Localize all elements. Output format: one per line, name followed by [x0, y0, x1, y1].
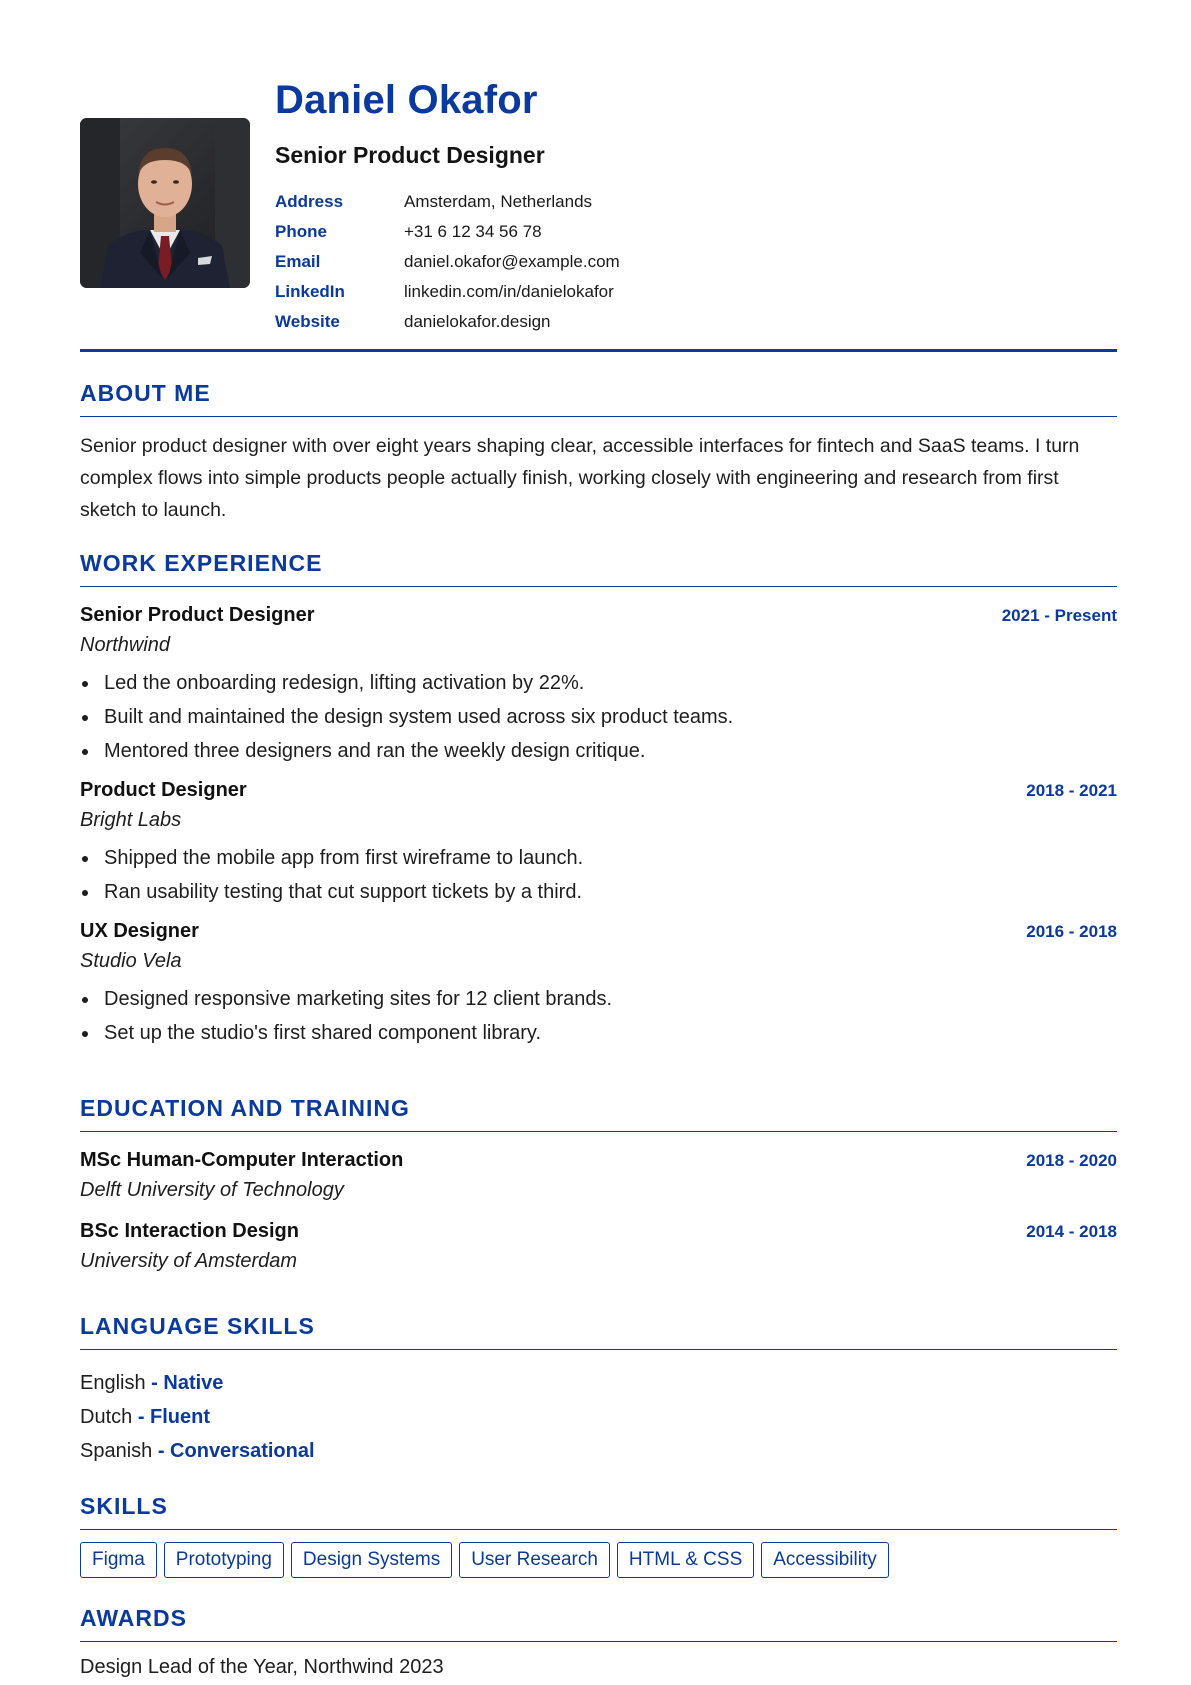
- contact-label: Website: [275, 312, 340, 331]
- skill-tag: Design Systems: [291, 1542, 452, 1578]
- job-role: UX Designer: [80, 920, 199, 942]
- language-name: Dutch: [80, 1406, 133, 1428]
- job-bullets: [80, 841, 1117, 909]
- contact-row-address: [275, 187, 620, 217]
- contact-value: linkedin.com/in/danielokafor: [404, 282, 614, 301]
- about-section: [80, 380, 1117, 526]
- resume-page: [80, 0, 1117, 1678]
- section-heading: LANGUAGE SKILLS: [80, 1313, 1117, 1350]
- profile-photo: [80, 118, 250, 288]
- contact-value: Amsterdam, Netherlands: [404, 192, 593, 211]
- skill-tag: HTML & CSS: [617, 1542, 754, 1578]
- section-heading: ABOUT ME: [80, 380, 1117, 417]
- language-level: - Conversational: [157, 1440, 315, 1462]
- job-bullets: [80, 666, 1117, 768]
- education-section: [80, 1095, 1117, 1273]
- job-role: Senior Product Designer: [80, 604, 315, 626]
- work-section: [80, 550, 1117, 1050]
- header-divider: [80, 349, 1117, 352]
- about-text: Senior product designer with over eight years shaping clear, accessible interfaces for fintech and SaaS teams. I turn complex flows into simple products people actually finish, working closely with engineering and research from first sketch to launch.: [80, 435, 1080, 521]
- skill-tags: [80, 1542, 1117, 1578]
- job-entry: [80, 779, 1117, 909]
- skills-section: [80, 1493, 1117, 1578]
- language-item: [80, 1400, 1117, 1434]
- education-header: [80, 1220, 1117, 1243]
- job-date: 2016 - 2018: [1026, 922, 1117, 941]
- job-bullet: Shipped the mobile app from first wireframe to launch.: [80, 841, 1117, 875]
- award-item: Design Lead of the Year, Northwind 2023: [80, 1656, 444, 1678]
- contact-row-phone: [275, 217, 620, 247]
- job-bullet: Ran usability testing that cut support tickets by a third.: [80, 875, 1117, 909]
- job-header: [80, 920, 1117, 943]
- education-header: [80, 1149, 1117, 1172]
- job-bullet: Designed responsive marketing sites for 12 client brands.: [80, 982, 1117, 1016]
- language-name: Spanish: [80, 1440, 153, 1462]
- contact-value: +31 6 12 34 56 78: [404, 222, 542, 241]
- job-bullet: Built and maintained the design system used across six product teams.: [80, 700, 1117, 734]
- skill-tag: Accessibility: [761, 1542, 888, 1578]
- skill-tag: Figma: [80, 1542, 157, 1578]
- section-heading: AWARDS: [80, 1605, 1117, 1642]
- skill-tag: User Research: [459, 1542, 610, 1578]
- language-item: [80, 1434, 1117, 1468]
- job-entry: [80, 920, 1117, 1050]
- job-bullet: Mentored three designers and ran the weekly design critique.: [80, 734, 1117, 768]
- language-level: - Native: [151, 1372, 224, 1394]
- job-company: Studio Vela: [80, 950, 182, 972]
- skill-tag: Prototyping: [164, 1542, 284, 1578]
- education-date: 2018 - 2020: [1026, 1151, 1117, 1170]
- school-name: University of Amsterdam: [80, 1250, 298, 1272]
- job-date: 2021 - Present: [1001, 606, 1117, 625]
- job-entry: [80, 604, 1117, 768]
- contact-row-linkedin: [275, 277, 620, 307]
- school-name: Delft University of Technology: [80, 1179, 344, 1201]
- contact-label: Phone: [275, 222, 327, 241]
- job-bullets: [80, 982, 1117, 1050]
- job-company: Northwind: [80, 634, 171, 656]
- section-heading: EDUCATION AND TRAINING: [80, 1095, 1117, 1132]
- job-header: [80, 604, 1117, 627]
- language-level: - Fluent: [137, 1406, 211, 1428]
- contact-value: daniel.okafor@example.com: [404, 252, 620, 271]
- language-section: [80, 1313, 1117, 1468]
- section-heading: WORK EXPERIENCE: [80, 550, 1117, 587]
- contact-row-email: [275, 247, 620, 277]
- job-role: Product Designer: [80, 779, 247, 801]
- education-entry: [80, 1220, 1117, 1273]
- contact-details: [275, 187, 620, 337]
- language-list: [80, 1366, 1117, 1468]
- contact-label: LinkedIn: [275, 282, 345, 301]
- contact-row-website: [275, 307, 620, 337]
- job-bullet: Set up the studio's first shared component library.: [80, 1016, 1117, 1050]
- job-company: Bright Labs: [80, 809, 182, 831]
- degree-name: MSc Human-Computer Interaction: [80, 1149, 404, 1171]
- education-entry: [80, 1149, 1117, 1202]
- resume-header: [80, 0, 1117, 355]
- degree-name: BSc Interaction Design: [80, 1220, 299, 1242]
- language-name: English: [80, 1372, 146, 1394]
- job-bullet: Led the onboarding redesign, lifting activation by 22%.: [80, 666, 1117, 700]
- contact-label: Address: [275, 192, 344, 211]
- language-item: [80, 1366, 1117, 1400]
- candidate-title: Senior Product Designer: [275, 142, 545, 168]
- education-date: 2014 - 2018: [1026, 1222, 1117, 1241]
- job-date: 2018 - 2021: [1026, 781, 1117, 800]
- contact-label: Email: [275, 252, 321, 271]
- candidate-name: Daniel Okafor: [275, 78, 538, 122]
- section-heading: SKILLS: [80, 1493, 1117, 1530]
- contact-value: danielokafor.design: [404, 312, 551, 331]
- awards-section: [80, 1605, 1117, 1679]
- job-header: [80, 779, 1117, 802]
